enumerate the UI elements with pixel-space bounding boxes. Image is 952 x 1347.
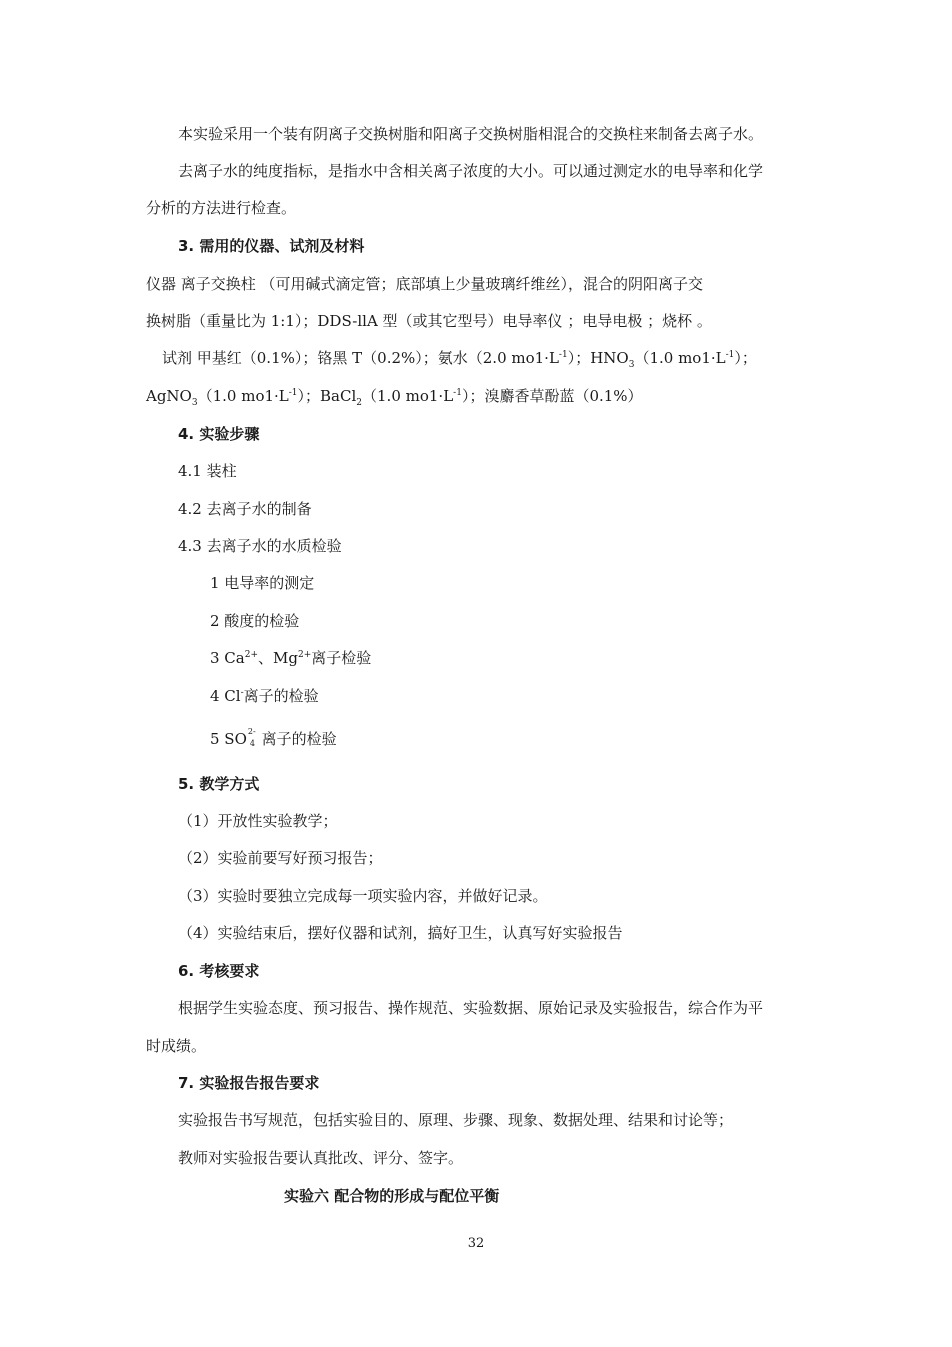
reagents-2-a-sub: 3 [191,398,198,408]
intro-para-2-line-1: 去离子水的纯度指标，是指水中含相关离子浓度的大小。可以通过测定水的电导率和化学 [178,162,764,180]
item4-tail: 离子的检验 [243,687,319,705]
reagents-1-a: 试剂 甲基红（0.1%）；铬黑 T（0.2%）；氨水（2.0 mo1·L [162,349,559,367]
teaching-item-1: （1）开放性实验教学； [178,812,338,830]
section-3-heading: 3. 需用的仪器、试剂及材料 [178,237,365,255]
item3-sup-1: 2+ [244,650,259,660]
page-number: 32 [467,1236,485,1251]
check-item-1: 1 电导率的测定 [210,574,315,592]
reagents-2-a: AgNO [146,387,192,405]
section-7-heading: 7. 实验报告报告要求 [178,1074,320,1092]
item3-sup-2: 2+ [297,650,312,660]
report-line-1: 实验报告书写规范，包括实验目的、原理、步骤、现象、数据处理、结果和讨论等； [178,1111,734,1129]
reagents-1-a-sup: -1 [558,350,568,360]
reagents-2-d: （1.0 mo1·L [362,387,454,405]
report-line-2: 教师对实验报告要认真批改、评分、签字。 [178,1149,464,1167]
reagents-2-e: ）；溴麝香草酚蓝（0.1%） [461,387,643,405]
section-5-heading: 5. 教学方式 [178,775,260,793]
item5-charge-stack [247,729,257,749]
check-item-3 [210,648,371,668]
section-4-heading: 4. 实验步骤 [178,425,260,443]
reagents-2-b: （1.0 mo1·L [197,387,289,405]
reagents-1-c: （1.0 mo1·L [634,349,726,367]
step-4-1: 4.1 装柱 [178,462,237,480]
item4-sup: - [240,688,244,698]
assessment-line-1: 根据学生实验态度、预习报告、操作规范、实验数据、原始记录及实验报告，综合作为平 [178,999,764,1017]
reagents-1-b-sub: 3 [628,360,635,370]
reagents-2-b-sup: -1 [288,388,298,398]
reagents-2-c-sub: 2 [356,398,363,408]
teaching-item-3: （3）实验时要独立完成每一项实验内容，并做好记录。 [178,887,548,905]
step-4-2: 4.2 去离子水的制备 [178,500,312,518]
item3-tail: 离子检验 [311,649,372,667]
item5-tail: 离子的检验 [256,730,337,748]
teaching-item-2: （2）实验前要写好预习报告； [178,849,383,867]
teaching-item-4: （4）实验结束后，摆好仪器和试剂，搞好卫生，认真写好实验报告 [178,924,623,942]
next-experiment-title: 实验六 配合物的形成与配位平衡 [284,1187,500,1205]
item5-num: 5 SO [210,730,247,748]
item3-mid: 、Mg [258,649,298,667]
reagents-2-c: ）；BaCl [297,387,357,405]
item5-sup: 2- [247,727,256,736]
reagents-1-b: ）；HNO [567,349,629,367]
item3-num: 3 Ca [210,649,245,667]
intro-para-2-line-2: 分析的方法进行检查。 [146,199,297,217]
step-4-3: 4.3 去离子水的水质检验 [178,537,342,555]
reagents-1-c-sup: -1 [725,350,735,360]
item5-sub: 4 [249,739,255,748]
instruments-line-2: 换树脂（重量比为 1:1）；DDS-llA 型（或其它型号）电导率仪 ；电导电极 ；烧杯 。 [146,312,712,330]
section-6-heading: 6. 考核要求 [178,962,260,980]
check-item-5 [210,729,337,749]
reagents-1-d: ）； [734,349,757,367]
reagents-line-1 [162,348,757,368]
reagents-line-2 [146,386,643,406]
check-item-2: 2 酸度的检验 [210,612,300,630]
item4-num: 4 Cl [210,687,241,705]
reagents-2-d-sup: -1 [453,388,462,398]
check-item-4 [210,686,319,706]
instruments-line-1: 仪器 离子交换柱 （可用碱式滴定管；底部填上少量玻璃纤维丝），混合的阴阳离子交 [146,275,704,293]
assessment-line-2: 时成绩。 [146,1037,207,1055]
intro-para-1: 本实验采用一个装有阴离子交换树脂和阳离子交换树脂相混合的交换柱来制备去离子水。 [178,125,764,143]
